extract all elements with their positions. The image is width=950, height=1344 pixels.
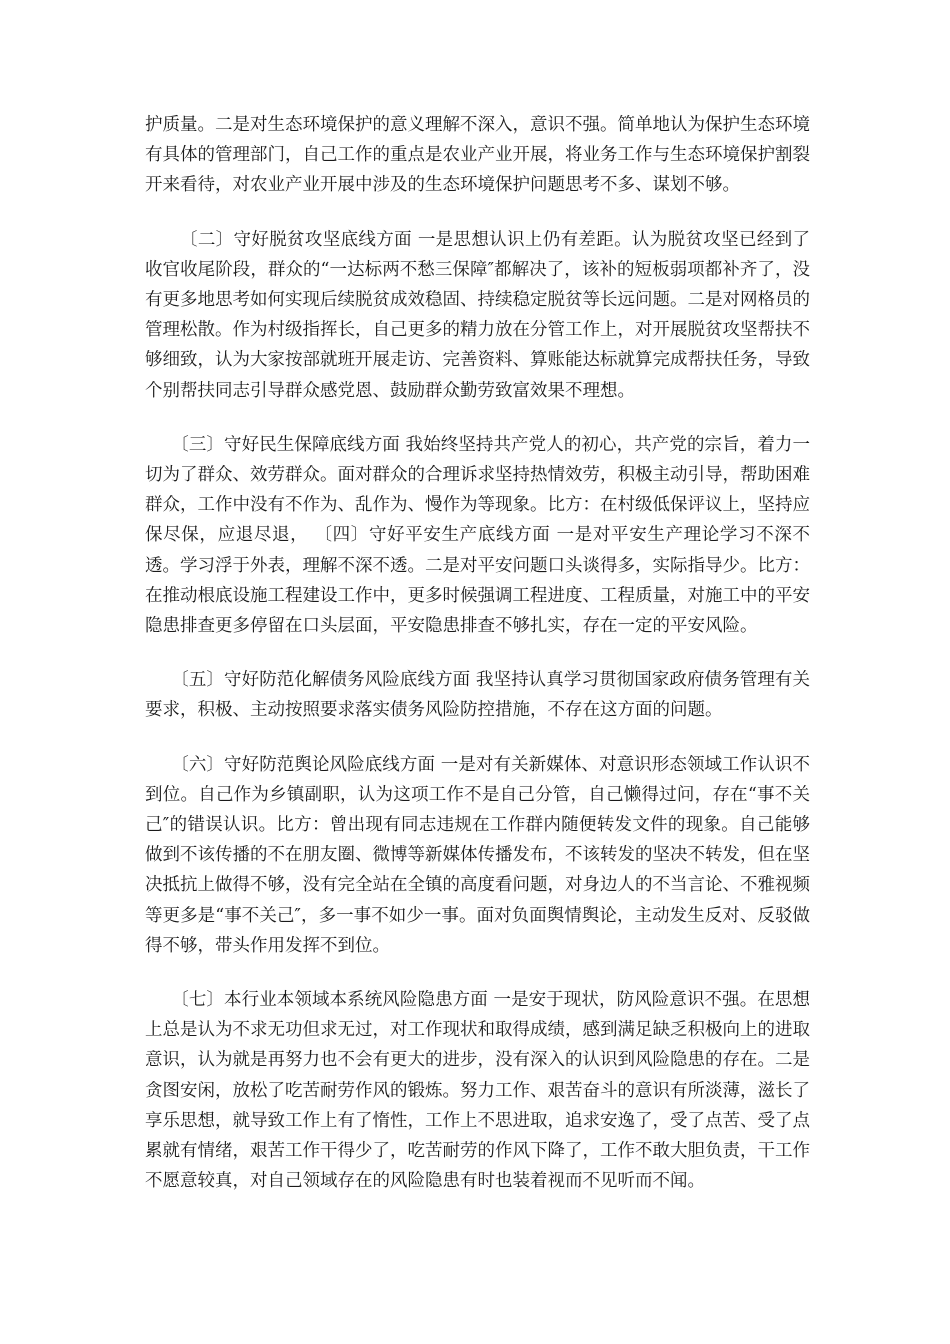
- paragraph-3-livelihood-and-safety: 〔三〕守好民生保障底线方面 我始终坚持共产党人的初心，共产党的宗旨，着力一切为了群众、效劳群众。面对群众的合理诉求坚持热情效劳，积极主动引导，帮助困难群众，工作中没有不作为、乱作为、慢作为等现象。比方：在村级低保评议上，坚持应保尽保，应退尽退， 〔四〕守好平安生产底线方面 一是对平安生产理论学习不深不透。学习浮于外表，理解不深不透。二是对平安问题口头谈得多，实际指导少。比方：在推动根底设施工程建设工作中，更多时候强调工程进度、工程质量，对施工中的平安隐患排查更多停留在口头层面，平安隐患排查不够扎实，存在一定的平安风险。: [145, 434, 810, 637]
- paragraph-4-debt-risk: 〔五〕守好防范化解债务风险底线方面 我坚持认真学习贯彻国家政府债务管理有关要求，积极、主动按照要求落实债务风险防控措施，不存在这方面的问题。: [145, 670, 810, 721]
- paragraph-1-continuation: 护质量。二是对生态环境保护的意义理解不深入，意识不强。简单地认为保护生态环境有具体的管理部门，自己工作的重点是农业产业开展，将业务工作与生态环境保护割裂开来看待，对农业产业开展中涉及的生态环境保护问题思考不多、谋划不够。: [145, 115, 810, 196]
- paragraph-2-poverty-alleviation: 〔二〕守好脱贫攻坚底线方面 一是思想认识上仍有差距。认为脱贫攻坚已经到了收官收尾阶段，群众的“一达标两不愁三保障″都解决了，该补的短板弱项都补齐了，没有更多地思考如何实现后续脱贫成效稳固、持续稳定脱贫等长远问题。二是对网格员的管理松散。作为村级指挥长，自己更多的精力放在分管工作上，对开展脱贫攻坚帮扶不够细致，认为大家按部就班开展走访、完善资料、算账能达标就算完成帮扶任务，导致个别帮扶同志引导群众感党恩、鼓励群众勤劳致富效果不理想。: [145, 229, 810, 401]
- paragraph-6-industry-risk: 〔七〕本行业本领域本系统风险隐患方面 一是安于现状，防风险意识不强。在思想上总是认为不求无功但求无过，对工作现状和取得成绩，感到满足缺乏积极向上的进取意识，认为就是再努力也不会有更大的进步，没有深入的认识到风险隐患的存在。二是贪图安闲，放松了吃苦耐劳作风的锻炼。努力工作、艰苦奋斗的意识有所淡薄，滋长了享乐思想，就导致工作上有了惰性，工作上不思进取，追求安逸了，受了点苦、受了点累就有情绪，艰苦工作干得少了，吃苦耐劳的作风下降了，工作不敢大胆负责，干工作不愿意较真，对自己领域存在的风险隐患有时也装着视而不见听而不闻。: [145, 990, 810, 1192]
- document-body: [145, 110, 810, 1221]
- paragraph-5-public-opinion-risk: 〔六〕守好防范舆论风险底线方面 一是对有关新媒体、对意识形态领域工作认识不到位。自己作为乡镇副职，认为这项工作不是自己分管，自己懒得过问，存在“事不关己″的错误认识。比方：曾出现有同志违规在工作群内随便转发文件的现象。自己能够做到不该传播的不在朋友圈、微博等新媒体传播发布，不该转发的坚决不转发，但在坚决抵抗上做得不够，没有完全站在全镇的高度看问题，对身边人的不当言论、不雅视频等更多是“事不关己″，多一事不如少一事。面对负面舆情舆论，主动发生反对、反驳做得不够，带头作用发挥不到位。: [145, 754, 810, 956]
